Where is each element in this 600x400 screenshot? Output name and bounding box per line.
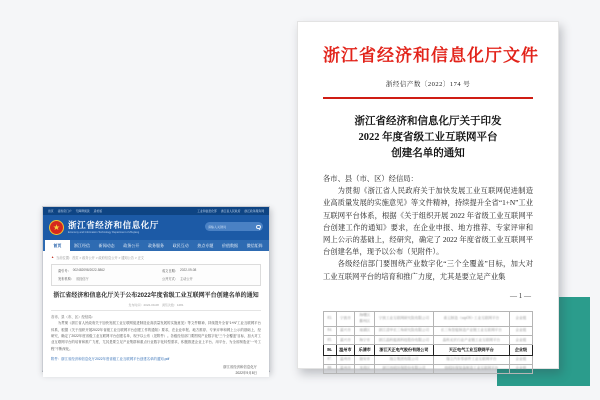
nav-item-8[interactable]: 价值数据: [222, 242, 239, 248]
table-cell: 温州市: [336, 364, 355, 373]
official-document-page: [297, 21, 559, 369]
table-cell: 甬云制造（supOS）·工业互联网平台: [433, 311, 509, 326]
attachment-link[interactable]: 附件：浙江省经济和信息化厅2022年度省级工业互联网平台创建名单的通知.pdf: [51, 356, 170, 361]
document-meta-box: [51, 264, 261, 286]
content-divider: [51, 310, 261, 311]
table-cell: 温州市: [336, 345, 355, 355]
nav-item-7[interactable]: 热点专题: [197, 242, 214, 248]
site-content: [43, 251, 269, 377]
table-cell: 晶科光伏行业产业链工业互联网平台: [433, 336, 509, 345]
document-title-line: 创建名单的通知: [391, 148, 465, 159]
meta-date-label: 成文日期：: [162, 269, 178, 274]
table-cell: 宁波工业互联网研究院有限公司: [375, 311, 434, 326]
table-cell: 嘉兴市: [336, 326, 355, 335]
table-cell: 瑞立汽车零部件工业互联网平台: [433, 355, 509, 364]
topbar-link[interactable]: 浙江政务服务网: [244, 209, 264, 213]
red-divider-line: [323, 97, 533, 99]
article-signature: [51, 364, 261, 377]
table-cell: 南湖区: [355, 326, 375, 335]
meta-open-value: 主动公开: [179, 277, 193, 282]
nav-item-6[interactable]: 政民互动: [172, 242, 189, 248]
topbar-links-right: [197, 209, 264, 213]
site-header: [43, 215, 269, 240]
table-cell: 瑞安市: [355, 355, 375, 364]
meta-open: [156, 275, 260, 283]
document-inner: [298, 22, 558, 374]
table-cell: 温州市: [336, 355, 355, 364]
table-cell: 83.: [324, 311, 337, 326]
table-cell: 企业级: [509, 345, 532, 355]
nav-item-9[interactable]: 微信矩阵: [246, 242, 263, 248]
table-cell: 天正电气工业互联网平台: [433, 345, 509, 355]
table-cell: 宁波市: [336, 311, 355, 326]
website-screenshot: [42, 206, 270, 376]
table-cell: 瑞立集团有限公司: [375, 355, 434, 364]
nav-item-3[interactable]: 新闻动态: [98, 242, 115, 248]
site-nav: [43, 240, 269, 251]
topbar-link[interactable]: 首页: [48, 209, 54, 213]
table-cell: 企业级: [509, 336, 532, 345]
table-cell: 嘉兴市: [336, 336, 355, 345]
nav-item-4[interactable]: 政务公开: [123, 242, 140, 248]
table-cell: 乐清市: [355, 345, 375, 355]
topbar-link[interactable]: 省政府门户: [57, 209, 72, 213]
site-topbar: [43, 207, 269, 215]
table-cell: 86.: [324, 345, 337, 355]
document-number: 浙经信产数〔2022〕174 号: [385, 81, 471, 88]
table-cell: 浙江伟明环保股份有限公司: [375, 364, 434, 373]
document-title-line: 2022 年度省级工业互联网平台: [358, 132, 498, 143]
meta-index-label: 索引号：: [58, 269, 71, 274]
document-paragraph-1: 为贯彻《浙江省人民政府关于加快发展工业互联网促进制造业高质量发展的实施意见》等文件精神，持续提升全省“1+N”工业互联网平台体系，根据《关于组织开展 2022 年省级工业互联网平台创建工作的通知》要求，在企业申报、地方推荐、专家评审和网上公示的基础上，经研究，确定了 2022 年度省级工业互联网平台创建名单，现予以公布（见附件）。: [323, 186, 533, 257]
table-cell: 84.: [324, 326, 337, 335]
table-cell: 企业级: [509, 311, 532, 326]
meta-date: [156, 267, 260, 275]
page-number: — 1 —: [510, 291, 531, 300]
signature-date: 2022年9月8日: [235, 371, 257, 376]
nav-item-5[interactable]: 政务服务: [148, 242, 165, 248]
document-red-header: 浙江省经济和信息化厅文件: [323, 46, 539, 65]
table-cell: 88.: [324, 364, 337, 373]
meta-open-label: 公开方式：: [162, 277, 178, 282]
home-icon: ▲: [51, 254, 55, 259]
article-body: 为贯彻《浙江省人民政府关于加快发展工业互联网促进制造业高质量发展的实施意见》等文件精神，持续提升全省“1+N”工业互联网平台体系，根据《关于组织开展2022年省级工业互联网平台创建工作的通知》要求，在企业申报、地方推荐、专家评审和网上公示的基础上，经研究，确定了2022年度省级工业互联网平台创建名单，现予以公布（见附件）。各级经信部门要围绕产业数字化“三个全覆盖”目标，加大对工业互联网平台的培育和推广力度，尤其是要立足产业集群和重点行业数字化转型需求，积极推进企业上平台、用平台，为全省制造业“一号工程”不断深化。: [51, 321, 261, 351]
topbar-link[interactable]: 浙江省人民政府: [220, 209, 241, 213]
meta-date-value: 2022-09-08: [179, 268, 197, 273]
breadcrumb: [51, 255, 261, 260]
meta-org-label: 发布机构：: [58, 277, 74, 282]
search-box[interactable]: [205, 222, 263, 231]
table-cell: 伟明环保装备制造工业互联网平台: [433, 364, 509, 373]
article-salutation: 各市、县（市、区）经信局：: [51, 315, 96, 320]
meta-org-value: 省经信厅: [75, 277, 89, 282]
table-cell: 浙江天正电气股份有限公司: [375, 345, 434, 355]
platform-list-table: [323, 311, 533, 374]
table-cell: 海曙区 鄞州区: [355, 311, 375, 326]
table-row-highlight: [324, 345, 533, 355]
topbar-link[interactable]: 适老版: [93, 209, 103, 213]
signature-org: 浙江省经济和信息化厅: [223, 364, 257, 369]
document-paragraph-2: 各级经信部门要围绕产业数字化“三个全覆盖”目标，加大对工业互联网平台的培育和推广力度，尤其是要立足产业集: [323, 259, 533, 281]
table-cell: 企业级: [509, 364, 532, 373]
table-cell: 企业级: [509, 355, 532, 364]
document-salutation: 各市、县（市、区）经信局：: [323, 174, 418, 183]
topbar-links-left: [48, 209, 102, 213]
table-cell: 长三角智能制造产业链工业互联网平台: [433, 326, 509, 335]
table-row: [324, 326, 533, 335]
site-name-english: Economy and Information Technology Department of Zhejiang: [68, 231, 140, 235]
search-icon[interactable]: [256, 225, 260, 229]
table-cell: 87.: [324, 355, 337, 364]
meta-index: [52, 267, 156, 275]
national-emblem-icon: ★: [49, 220, 64, 235]
nav-item-1[interactable]: 首页: [45, 240, 70, 251]
document-title-line: 浙江省经济和信息化厅关于印发: [354, 116, 502, 127]
table-row: [324, 355, 533, 364]
meta-org: [52, 275, 156, 283]
breadcrumb-text: 当前位置：首页 > 政务公开 > 政府信息公开 > 通知公告 > 正文: [56, 256, 144, 260]
table-cell: 企业级: [509, 326, 532, 335]
table-cell: 浙江清华长三角研究院有限公司: [375, 326, 434, 335]
topbar-link[interactable]: 工业和信息化部: [197, 209, 217, 213]
table-cell: 龙湾区: [355, 364, 375, 373]
site-name: 浙江省经济和信息化厅: [68, 219, 160, 230]
document-title: [323, 114, 533, 162]
site-branding: [68, 221, 159, 234]
table-cell: 浙江晶科能源科技股份有限公司: [375, 336, 434, 345]
article-meta: 发布时间：2022-09-08 浏览次数：1281: [128, 302, 184, 307]
nav-item-2[interactable]: 浙江经信: [74, 242, 90, 248]
table-cell: 85.: [324, 336, 337, 345]
table-row: [324, 311, 533, 326]
meta-index-value: 002482098/2022-5862: [72, 268, 105, 273]
table-row: [324, 364, 533, 373]
table-cell: 海宁市: [355, 336, 375, 345]
topbar-link[interactable]: 无障碍阅读: [75, 209, 90, 213]
search-input[interactable]: [208, 225, 256, 229]
article-title: 浙江省经济和信息化厅关于公布2022年度省级工业互联网平台创建名单的通知: [53, 292, 259, 299]
table-row: [324, 336, 533, 345]
